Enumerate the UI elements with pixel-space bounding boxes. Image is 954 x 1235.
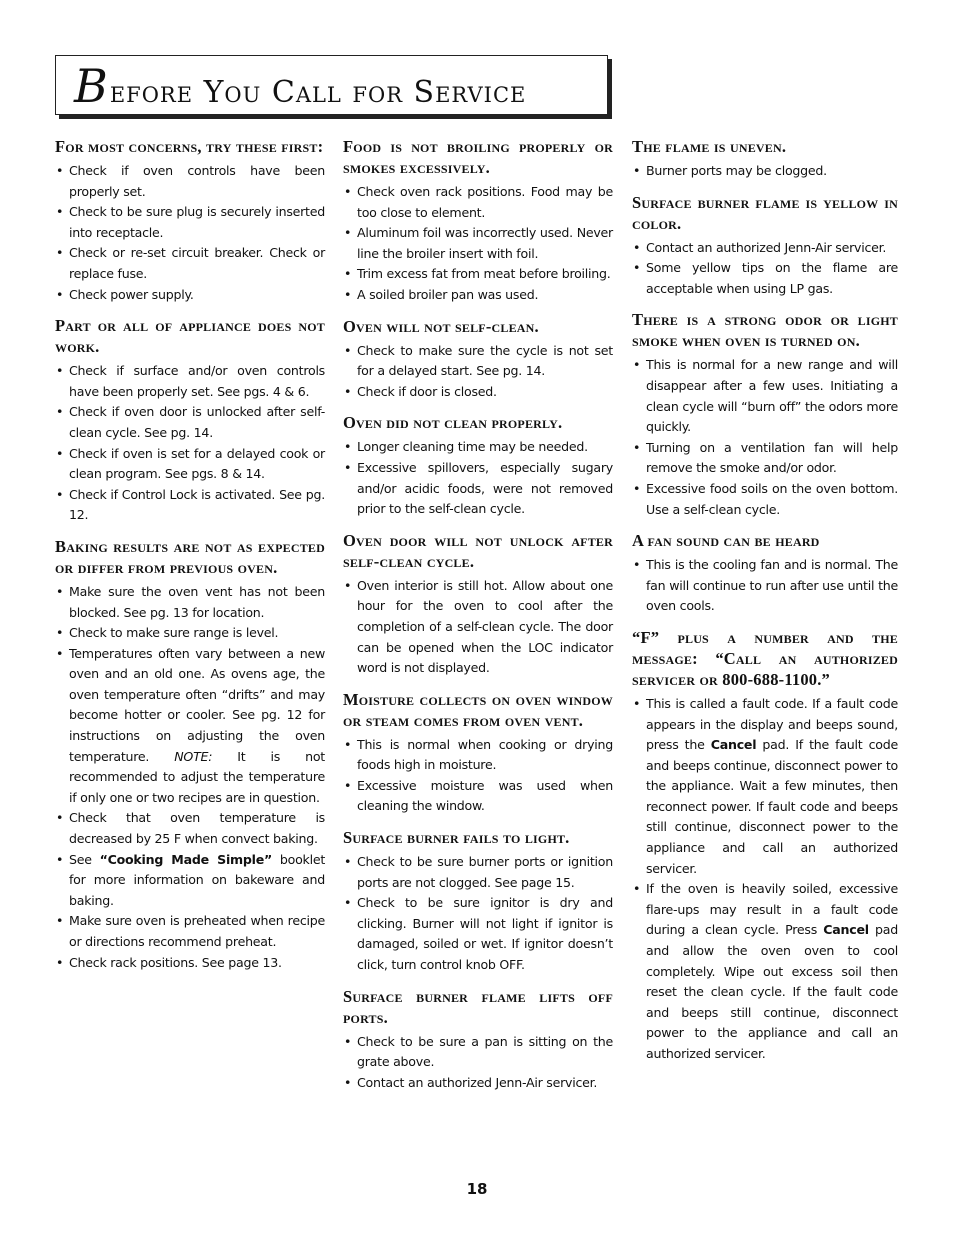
bullet-item: • Check if door is closed. [343,382,613,403]
page-title [74,59,527,113]
troubleshooting-section [632,136,898,182]
bullet-list [343,341,613,403]
bullet-item: • Check to be sure ignitor is dry and clicking. Burner will not light if ignitor is damaged, soiled or wet. If ignitor doesn’t click, turn control knob OFF. [343,893,613,975]
bullet-list [632,238,898,300]
section-heading: Surface burner fails to light. [343,828,570,848]
bullet-item: • Aluminum foil was incorrectly used. Never line the broiler insert with foil. [343,223,613,264]
section-heading: Surface burner flame lifts off ports. [343,986,613,1027]
bullet-item: • Check if oven controls have been properly set. [55,161,325,202]
bullet-item: • This is normal for a new range and will disappear after a few uses. Initiating a clean cycle will “burn off” the odors more quickly. [632,355,898,437]
bullet-item: • If the oven is heavily soiled, excessive flare-ups may result in a fault code during a clean cycle. Press Cancel pad and allow the oven oven to cool completely. Wipe out excess soil then reset the clean cycle. If the fault code and beeps still continue, disconnect power to the appliance and call an authorized servicer. [632,879,898,1064]
section-heading: Moisture collects on oven window or steam comes from oven vent. [343,689,613,730]
bullet-list [55,582,325,973]
section-heading: Baking results are not as expected or differ from previous oven. [55,536,325,577]
bullet-item: • Excessive food soils on the oven bottom. Use a self-clean cycle. [632,479,898,520]
bullet-item: • A soiled broiler pan was used. [343,285,613,306]
bullet-item: • Check if oven door is unlocked after self-clean cycle. See pg. 14. [55,402,325,443]
bullet-item: • Check to be sure burner ports or ignition ports are not clogged. See page 15. [343,852,613,893]
section-heading: Oven door will not unlock after self-clean cycle. [343,530,613,571]
bullet-item: • Trim excess fat from meat before broiling. [343,264,613,285]
troubleshooting-section [343,689,613,817]
bullet-item: • Turning on a ventilation fan will help remove the smoke and/or odor. [632,438,898,479]
bullet-item: • Check that oven temperature is decreased by 25 F when convect baking. [55,808,325,849]
bullet-item: • Make sure the oven vent has not been blocked. See pg. 13 for location. [55,582,325,623]
bullet-list [632,555,898,617]
bullet-item: • Contact an authorized Jenn-Air servicer. [343,1073,613,1094]
bullet-item: • Some yellow tips on the flame are acceptable when using LP gas. [632,258,898,299]
troubleshooting-section [55,315,325,526]
bullet-item: • This is normal when cooking or drying foods high in moisture. [343,735,613,776]
troubleshooting-section [343,316,613,403]
bullet-list [343,1032,613,1094]
troubleshooting-section [343,986,613,1094]
section-heading: Food is not broiling properly or smokes excessively. [343,137,613,177]
troubleshooting-section [343,136,613,306]
bullet-item: • This is the cooling fan and is normal. The fan will continue to run after use until the oven cools. [632,555,898,617]
troubleshooting-section [632,192,898,300]
title-rest: efore You Call for Service [109,75,527,110]
section-heading: The flame is uneven. [632,137,787,156]
bullet-list [343,735,613,817]
bullet-list [55,361,325,526]
bullet-item: • Longer cleaning time may be needed. [343,437,613,458]
bullet-item: • Check if oven is set for a delayed cook or clean program. See pgs. 8 & 14. [55,444,325,485]
bullet-item: • Check if Control Lock is activated. See pg. 12. [55,485,325,526]
title-box [55,55,608,115]
column-3 [632,136,898,1075]
bullet-item: • Check to make sure the cycle is not set for a delayed start. See pg. 14. [343,341,613,382]
bullet-item: • Check to be sure a pan is sitting on the grate above. [343,1032,613,1073]
bullet-list [632,355,898,520]
bullet-list [343,437,613,519]
bullet-item: • Contact an authorized Jenn-Air servicer. [632,238,898,259]
bullet-item: • Check power supply. [55,285,325,306]
section-heading: Part or all of appliance does not work. [55,316,325,357]
troubleshooting-section [343,530,613,679]
section-heading: “F” plus a number and the message: “Call an authorized servicer or 800-688-1100.” [632,627,898,689]
bullet-list [55,161,325,305]
troubleshooting-section [632,627,898,1065]
bullet-item: • Check if surface and/or oven controls have been properly set. See pgs. 4 & 6. [55,361,325,402]
bullet-item: • Check to make sure range is level. [55,623,325,644]
section-heading: A fan sound can be heard [632,531,820,551]
section-heading: Surface burner flame is yellow in color. [632,192,898,233]
troubleshooting-section [55,536,325,973]
bullet-item: • This is called a fault code. If a fault code appears in the display and beeps sound, press the Cancel pad. If the fault code and beeps continue, disconnect power to the appliance. Wait a few minutes, then reconnect power. If fault code and beeps still continue, disconnect power to the appliance and call an authorized servicer. [632,694,898,879]
bullet-list [343,576,613,679]
bullet-item: • Excessive moisture was used when cleaning the window. [343,776,613,817]
troubleshooting-section [343,412,613,519]
bullet-list [632,161,898,182]
section-heading: Oven did not clean properly. [343,413,563,433]
bullet-item: • See “Cooking Made Simple” booklet for more information on bakeware and baking. [55,850,325,912]
bullet-item: • Check or re-set circuit breaker. Check or replace fuse. [55,243,325,284]
bullet-item: • Burner ports may be clogged. [632,161,898,182]
troubleshooting-section [343,827,613,976]
bullet-list [632,694,898,1065]
column-1 [55,136,325,983]
troubleshooting-section [632,309,898,520]
page-number: 18 [466,1180,488,1198]
bullet-item: • Oven interior is still hot. Allow about one hour for the oven to cool after the completion of a self-clean cycle. The door can be opened when the LOC indicator word is not displayed. [343,576,613,679]
troubleshooting-section [632,530,898,617]
section-heading: There is a strong odor or light smoke when oven is turned on. [632,310,898,351]
bullet-list [343,852,613,976]
bullet-item: • Check rack positions. See page 13. [55,953,325,974]
bullet-list [343,182,613,306]
column-2 [343,136,613,1103]
bullet-item: • Check to be sure plug is securely inserted into receptacle. [55,202,325,243]
section-heading: For most concerns, try these first: [55,137,324,156]
bullet-item: • Make sure oven is preheated when recipe or directions recommend preheat. [55,911,325,952]
title-initial: B [74,59,109,113]
bullet-item: • Excessive spillovers, especially sugary and/or acidic foods, were not removed prior to the self-clean cycle. [343,458,613,520]
bullet-item: • Check oven rack positions. Food may be too close to element. [343,182,613,223]
section-heading: Oven will not self-clean. [343,316,539,336]
troubleshooting-section [55,136,325,305]
bullet-item: • Temperatures often vary between a new oven and an old one. As ovens age, the oven temperature often “drifts” and may become hotter or cooler. See pg. 12 for instructions on adjusting the oven temperature. NOTE: It is not recommended to adjust the temperature if only one or two recipes are in question. [55,644,325,809]
